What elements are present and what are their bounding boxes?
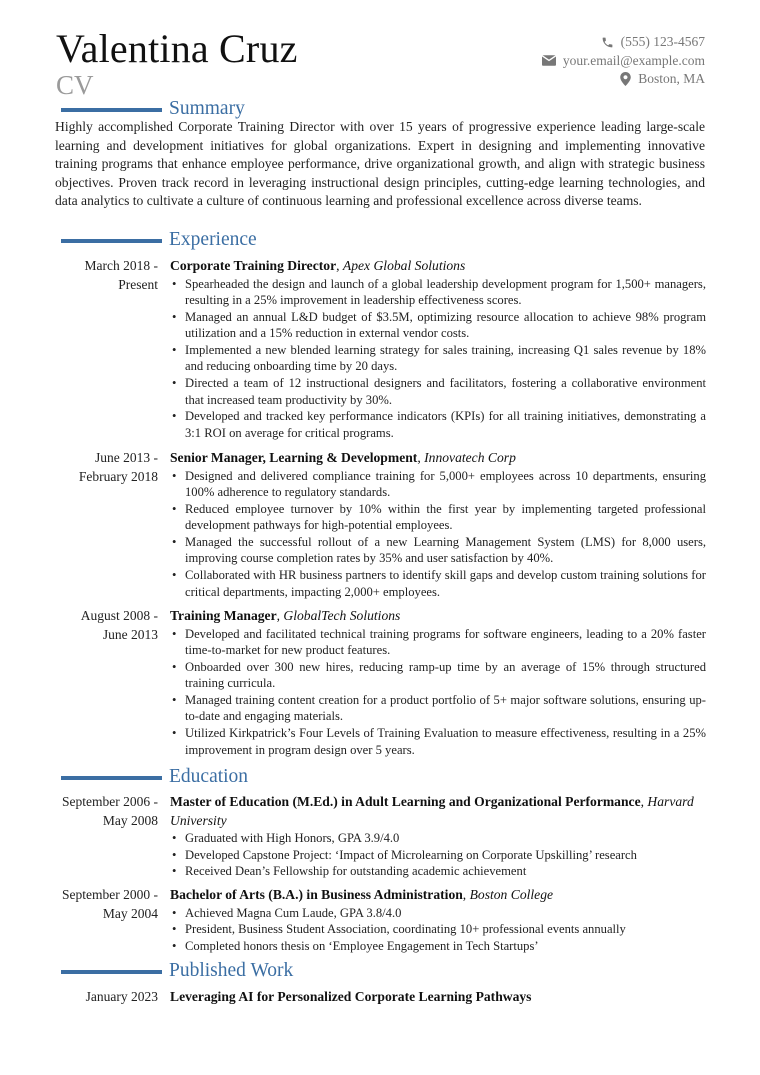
- entry-bullets: [170, 830, 706, 880]
- publication-title: Leveraging AI for Personalized Corporate Learning Pathways: [170, 989, 532, 1004]
- entry-bullets: [170, 905, 706, 955]
- entry-date: August 2008 - June 2013: [80, 608, 158, 642]
- entry-content: [170, 607, 706, 758]
- entry-title-line: Corporate Training Director, Apex Global Solutions: [170, 258, 466, 273]
- entry-organization: Harvard University: [170, 794, 694, 828]
- section-accent-bar: [61, 239, 162, 243]
- contact-block: [405, 33, 705, 89]
- section-accent-bar: [61, 108, 162, 112]
- entry-organization: GlobalTech Solutions: [283, 608, 401, 623]
- entry-content: [170, 793, 706, 880]
- entry-title-line: Master of Education (M.Ed.) in Adult Learning and Organizational Performance, Harvard University: [170, 794, 694, 828]
- entry-title-line: Bachelor of Arts (B.A.) in Business Administration, Boston College: [170, 887, 554, 902]
- entry-title-line: [170, 988, 706, 1007]
- bullet-item: • Received Dean’s Fellowship for outstanding academic achievement: [170, 863, 706, 880]
- phone-icon: [601, 36, 614, 49]
- bullet-item: • Directed a team of 12 instructional designers and facilitators, fostering a collaborative environment that increased team productivity by 30%.: [170, 375, 706, 408]
- bullet-item: • Utilized Kirkpatrick’s Four Levels of Training Evaluation to measure effectiveness, resulting in a 25% improvement in program design over 5 years.: [170, 725, 706, 758]
- bullet-item: • Spearheaded the design and launch of a global leadership development program for 1,500+ managers, resulting in a 25% improvement in leadership effectiveness scores.: [170, 276, 706, 309]
- bullet-item: • Graduated with High Honors, GPA 3.9/4.0: [170, 830, 706, 847]
- bullet-item: • Managed the successful rollout of a new Learning Management System (LMS) for 8,000 users, improving course completion rates by 35% and user satisfaction by 40%.: [170, 534, 706, 567]
- bullet-item: • Completed honors thesis on ‘Employee Engagement in Tech Startups’: [170, 938, 706, 955]
- section-title-published-work: Published Work: [169, 960, 294, 981]
- bullet-item: • Collaborated with HR business partners to identify skill gaps and develop custom training solutions for critical departments, impacting 2,000+ employees.: [170, 567, 706, 600]
- entry-date: January 2023: [85, 989, 158, 1004]
- bullet-item: • Developed and tracked key performance indicators (KPIs) for all training initiatives, demonstrating a 3:1 ROI on average for critical programs.: [170, 408, 706, 441]
- bullet-item: • Developed and facilitated technical training programs for software engineers, leading to a 20% faster time-to-market for new product features.: [170, 626, 706, 659]
- candidate-name: Valentina Cruz: [56, 26, 298, 71]
- section-accent-bar: [61, 970, 162, 974]
- entry-title-line: Senior Manager, Learning & Development, Innovatech Corp: [170, 450, 516, 465]
- entry-content: [170, 257, 706, 441]
- bullet-item: • President, Business Student Association, coordinating 10+ professional events annually: [170, 921, 706, 938]
- bullet-item: • Managed training content creation for a product portfolio of 5+ major software solutions, ensuring up-to-date and engaging materials.: [170, 692, 706, 725]
- entry-date: September 2006 - May 2008: [62, 794, 158, 828]
- entry-date: June 2013 - February 2018: [78, 450, 158, 484]
- contact-phone: [405, 33, 705, 52]
- entry-role: Master of Education (M.Ed.) in Adult Learning and Organizational Performance: [170, 794, 641, 809]
- location-pin-icon: [620, 72, 631, 86]
- entry-role: Senior Manager, Learning & Development: [170, 450, 418, 465]
- bullet-item: • Managed an annual L&D budget of $3.5M, optimizing resource allocation to achieve 98% program utilization and a 15% reduction in external vendor costs.: [170, 309, 706, 342]
- entry-content: [170, 449, 706, 600]
- entry-date: September 2000 - May 2004: [62, 887, 158, 921]
- entry-content: [170, 886, 706, 954]
- entry-organization: Boston College: [469, 887, 554, 902]
- envelope-icon: [542, 55, 556, 66]
- document-subtitle: CV: [56, 70, 94, 100]
- bullet-item: • Developed Capstone Project: ‘Impact of Microlearning on Corporate Upskilling’ research: [170, 847, 706, 864]
- entry-content: [170, 988, 706, 1007]
- section-accent-bar: [61, 776, 162, 780]
- entry-bullets: [170, 468, 706, 601]
- email-address[interactable]: your.email@example.com: [562, 52, 705, 68]
- section-title-summary: Summary: [169, 98, 245, 119]
- bullet-item: • Designed and delivered compliance training for 5,000+ employees across 10 departments, ensuring 100% adherence to regulatory standards.: [170, 468, 706, 501]
- section-title-education: Education: [169, 766, 249, 787]
- entry-role: Bachelor of Arts (B.A.) in Business Administration: [170, 887, 463, 902]
- location-text: Boston, MA: [638, 71, 705, 86]
- entry-bullets: [170, 276, 706, 442]
- entry-date: March 2018 - Present: [84, 258, 158, 292]
- entry-bullets: [170, 626, 706, 759]
- entry-title-line: Training Manager, GlobalTech Solutions: [170, 608, 401, 623]
- entry-organization: Apex Global Solutions: [342, 258, 466, 273]
- contact-location: [405, 70, 705, 89]
- phone-number: (555) 123-4567: [620, 34, 705, 49]
- bullet-item: • Implemented a new blended learning strategy for sales training, increasing Q1 sales revenue by 18% and reducing onboarding time by 20 days.: [170, 342, 706, 375]
- contact-email: [405, 52, 705, 71]
- bullet-item: • Achieved Magna Cum Laude, GPA 3.8/4.0: [170, 905, 706, 922]
- entry-organization: Innovatech Corp: [424, 450, 516, 465]
- bullet-item: • Reduced employee turnover by 10% within the first year by implementing targeted professional development pathways for high-potential employees.: [170, 501, 706, 534]
- entry-role: Corporate Training Director: [170, 258, 337, 273]
- entry-role: Training Manager: [170, 608, 277, 623]
- section-title-experience: Experience: [169, 229, 257, 250]
- summary-text: Highly accomplished Corporate Training Director with over 15 years of progressive experience leading large-scale learning and development initiatives for global organizations. Expert in designing and implementing innovative training programs that enhance employee performance, drive organizational growth, and align with strategic business objectives. Proven track record in leveraging instructional design principles, cutting-edge learning technologies, and data analytics to cultivate a culture of continuous learning and professional excellence across diverse teams.: [55, 119, 705, 209]
- bullet-item: • Onboarded over 300 new hires, reducing ramp-up time by an average of 15% through structured training curricula.: [170, 659, 706, 692]
